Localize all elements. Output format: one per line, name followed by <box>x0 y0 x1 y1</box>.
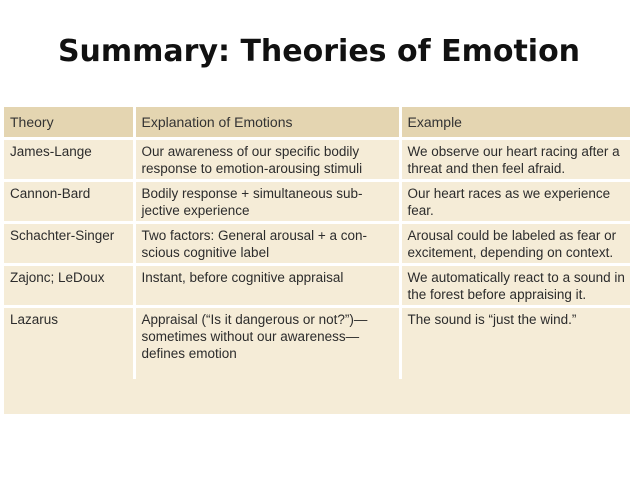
theory-cell: James-Lange <box>4 139 134 181</box>
table-row <box>4 307 630 379</box>
theory-cell: Cannon-Bard <box>4 181 134 223</box>
column-header-theory: Theory <box>4 107 134 139</box>
table-row <box>4 181 630 223</box>
example-cell: Arousal could be labeled as fear or excitement, depending on context. <box>400 223 630 265</box>
theory-cell: Zajonc; LeDoux <box>4 265 134 307</box>
table-row <box>4 139 630 181</box>
example-cell: We observe our heart racing after a threat and then feel afraid. <box>400 139 630 181</box>
example-cell: We automatically react to a sound in the forest before appraising it. <box>400 265 630 307</box>
theories-table-container <box>4 107 630 414</box>
column-header-explanation: Explanation of Emotions <box>134 107 400 139</box>
slide-title: Summary: Theories of Emotion <box>57 34 581 69</box>
table-row <box>4 265 630 307</box>
explanation-cell: Instant, before cognitive appraisal <box>134 265 400 307</box>
explanation-cell: Two factors: General arousal + a con-scious cognitive label <box>134 223 400 265</box>
explanation-cell: Bodily response + simultaneous sub-jective experience <box>134 181 400 223</box>
theories-table <box>4 107 630 379</box>
example-cell: Our heart races as we experience fear. <box>400 181 630 223</box>
example-cell: The sound is “just the wind.” <box>400 307 630 379</box>
theory-cell: Lazarus <box>4 307 134 379</box>
table-row <box>4 223 630 265</box>
explanation-cell: Our awareness of our specific bodily response to emotion-arousing stimuli <box>134 139 400 181</box>
explanation-cell: Appraisal (“Is it dangerous or not?”)—sometimes without our awareness—defines emotion <box>134 307 400 379</box>
column-header-example: Example <box>400 107 630 139</box>
theory-cell: Schachter-Singer <box>4 223 134 265</box>
table-header-row <box>4 107 630 139</box>
